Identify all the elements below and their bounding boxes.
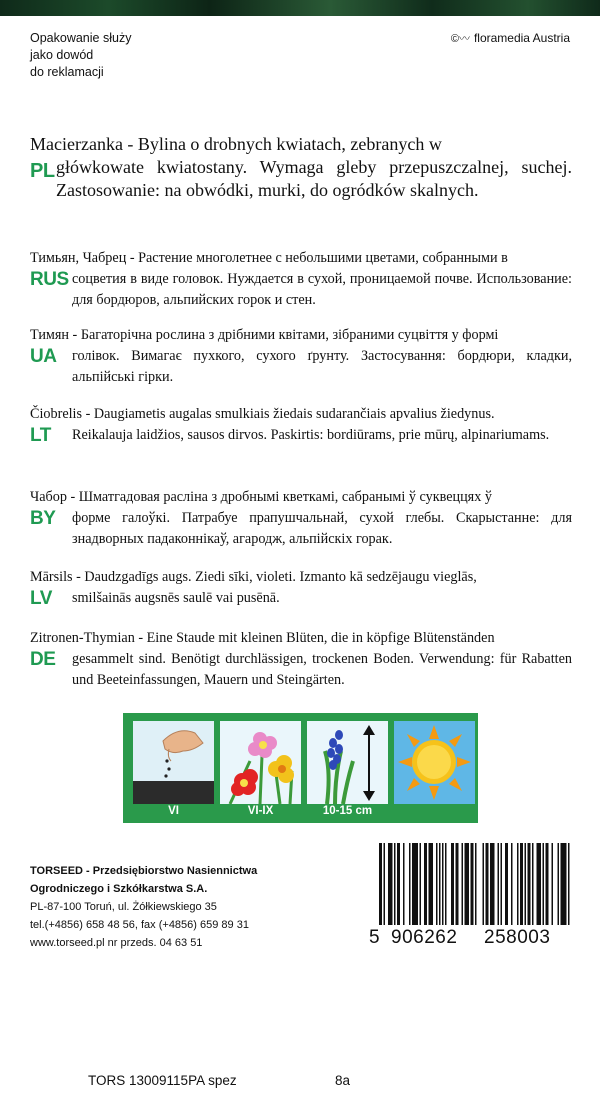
barcode-bar xyxy=(528,843,531,925)
barcode-bars xyxy=(369,843,573,929)
barcode-bar xyxy=(525,843,527,925)
description-ua xyxy=(30,325,572,391)
barcode-bar xyxy=(384,843,386,925)
barcode-bar xyxy=(420,843,422,925)
description-rest: соцветия в виде головок. Нуждается в сухой, проницаемой почве. Использование: для бордюров, альпийских горок и стен. xyxy=(72,271,572,308)
description-rest: główkowate kwiatostany. Wymaga gleby przepuszczalnej, suchej. Zastosowanie: na obwódki, murki, do ogródków skalnych. xyxy=(56,157,572,200)
barcode-bar xyxy=(486,843,489,925)
description-lv xyxy=(30,567,572,611)
sowing-month-label: VI xyxy=(168,805,179,817)
footer-page: 8a xyxy=(335,1073,351,1088)
flowering-tile xyxy=(220,721,301,804)
note-line: jako dowód xyxy=(30,48,94,62)
barcode-first-digit: 5 xyxy=(369,927,381,948)
height-tile xyxy=(307,721,388,804)
description-pl xyxy=(30,133,572,233)
sun-tile xyxy=(394,721,475,804)
description-rest: gesammelt sind. Benötigt durchlässigen, trockenen Boden. Verwendung: für Rabatten und Beeteinfassungen, Mauern und Steingärten. xyxy=(72,651,572,688)
barcode-bar xyxy=(445,843,447,925)
barcode xyxy=(369,843,573,953)
barcode-bar xyxy=(379,843,382,925)
barcode-bar xyxy=(483,843,485,925)
company-info xyxy=(30,862,257,952)
barcode-bar xyxy=(543,843,545,925)
barcode-bar xyxy=(412,843,418,925)
description-first-line: Čiobrelis - Daugiametis augalas smulkiais žiedais sudarančiais apvalius žiedynus. xyxy=(30,406,495,422)
barcode-bar xyxy=(498,843,500,925)
barcode-bar xyxy=(465,843,470,925)
barcode-bar xyxy=(456,843,459,925)
barcode-bar xyxy=(409,843,411,925)
barcode-bar xyxy=(424,843,427,925)
language-code: LV xyxy=(30,588,52,609)
description-by xyxy=(30,487,572,553)
barcode-left-digits: 906262 xyxy=(391,927,458,948)
note-line: Opakowanie służy xyxy=(30,31,132,45)
description-lt xyxy=(30,404,572,470)
language-code: BY xyxy=(30,508,56,529)
photo-credit xyxy=(451,30,570,46)
barcode-bar xyxy=(490,843,495,925)
barcode-bar xyxy=(451,843,454,925)
complaint-note xyxy=(30,30,131,81)
plant-height-icon xyxy=(307,721,388,804)
barcode-bar xyxy=(397,843,400,925)
language-code: PL xyxy=(30,160,55,182)
barcode-bar xyxy=(388,843,393,925)
language-code: LT xyxy=(30,425,51,446)
barcode-bar xyxy=(442,843,444,925)
sun-icon xyxy=(394,721,475,804)
barcode-bar xyxy=(505,843,508,925)
barcode-bar xyxy=(475,843,477,925)
barcode-bar xyxy=(517,843,519,925)
sowing-hand-icon xyxy=(133,721,214,804)
note-line: do reklamacji xyxy=(30,65,104,79)
sowing-tile xyxy=(133,721,214,804)
company-address: PL-87-100 Toruń, ul. Żółkiewskiego 35 xyxy=(30,901,217,913)
barcode-bar xyxy=(471,843,474,925)
barcode-bar xyxy=(568,843,570,925)
barcode-right-digits: 258003 xyxy=(484,927,551,948)
barcode-bar xyxy=(501,843,503,925)
barcode-bar xyxy=(439,843,441,925)
barcode-bar xyxy=(561,843,567,925)
barcode-bar xyxy=(429,843,434,925)
description-rest: голівок. Вимагає пухкого, сухого ґрунту. Застосування: бордюри, кладки, альпійські гірки. xyxy=(72,348,572,385)
description-rest: Reikalauja laidžios, sausos dirvos. Paskirtis: bordiūrams, prie mūrų, alpinariumams. xyxy=(72,427,550,443)
description-first-line: Zitronen-Thymian - Eine Staude mit kleinen Blüten, die in köpfige Blütenständen xyxy=(30,630,495,646)
height-label: 10-15 cm xyxy=(322,805,373,817)
barcode-bar xyxy=(532,843,534,925)
barcode-bar xyxy=(546,843,549,925)
flowers-icon xyxy=(220,721,301,804)
description-rest: smilšainās augsnēs saulē vai pusēnā. xyxy=(72,590,280,606)
barcode-bar xyxy=(436,843,438,925)
description-first-line: Mārsils - Daudzgadīgs augs. Ziedi sīki, violeti. Izmanto kā sedzējaugu vieglās, xyxy=(30,569,477,585)
language-code: RUS xyxy=(30,269,69,290)
barcode-bar xyxy=(537,843,542,925)
description-first-line: Macierzanka - Bylina o drobnych kwiatach, zebranych w xyxy=(30,134,442,154)
description-de xyxy=(30,628,572,694)
language-code: UA xyxy=(30,346,57,367)
description-rus xyxy=(30,248,572,314)
company-name: TORSEED - Przedsiębiorstwo Nasiennictwa xyxy=(30,865,258,877)
barcode-bar xyxy=(394,843,396,925)
description-first-line: Тимьян, Чабрец - Растение многолетнее с небольшими цветами, собранными в xyxy=(30,250,508,266)
copyright-logo-icon: ©〰 xyxy=(450,33,470,45)
barcode-bar xyxy=(552,843,554,925)
company-name-2: Ogrodniczego i Szkółkarstwa S.A. xyxy=(30,883,208,895)
description-first-line: Чабор - Шматгадовая расліна з дробнымі кветкамі, сабранымі ў суквеццях ў xyxy=(30,489,492,505)
barcode-bar xyxy=(558,843,560,925)
company-website: www.torseed.pl nr przeds. 04 63 51 xyxy=(30,937,203,949)
credit-text: floramedia Austria xyxy=(473,31,570,45)
company-phone: tel.(+4856) 658 48 56, fax (+4856) 659 89 31 xyxy=(30,919,249,931)
description-rest: форме галоўкі. Патрабуе прапушчальнай, сухой глебы. Скарыстанне: для знадворных падаконнікаў, агародж, альпійскіх горак. xyxy=(72,510,572,547)
flowering-months-label: VI-IX xyxy=(247,805,274,817)
language-code: DE xyxy=(30,649,56,670)
barcode-bar xyxy=(403,843,405,925)
footer-code: TORS 13009115PA spez xyxy=(88,1073,237,1088)
description-first-line: Тимян - Багаторічна рослина з дрібними квітами, зібраними суцвіття у формі xyxy=(30,327,499,343)
barcode-bar xyxy=(462,843,464,925)
header-photo-strip xyxy=(0,0,600,16)
barcode-bar xyxy=(520,843,523,925)
barcode-bar xyxy=(511,843,513,925)
growing-info-panel xyxy=(123,713,478,823)
